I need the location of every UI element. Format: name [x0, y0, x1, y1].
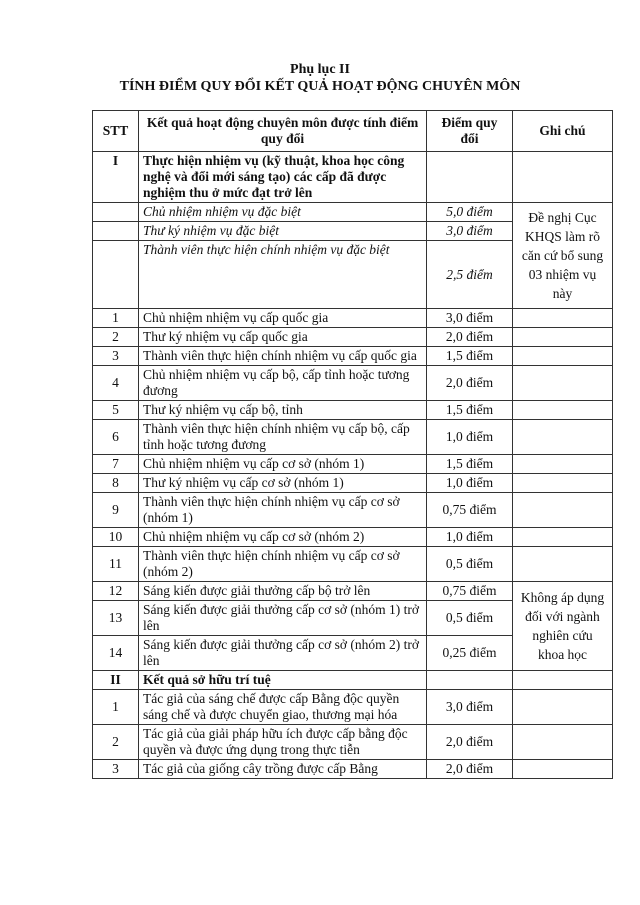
row-content: Tác giả của sáng chế được cấp Bằng độc quyền sáng chế và được chuyển giao, thương mại hóa — [139, 690, 427, 725]
table-row — [93, 401, 613, 420]
row-stt: 11 — [93, 547, 139, 582]
row-content: Thư ký nhiệm vụ cấp cơ sở (nhóm 1) — [139, 474, 427, 493]
table-header-row — [93, 111, 613, 152]
row-content: Thư ký nhiệm vụ cấp bộ, tỉnh — [139, 401, 427, 420]
row-points: 3,0 điểm — [427, 222, 513, 241]
row-stt: I — [93, 152, 139, 203]
table-row — [93, 366, 613, 401]
header-stt: STT — [93, 111, 139, 152]
row-note — [513, 690, 613, 725]
row-note — [513, 455, 613, 474]
table-row — [93, 725, 613, 760]
row-note — [513, 474, 613, 493]
table-row — [93, 347, 613, 366]
row-note — [513, 547, 613, 582]
table-row — [93, 760, 613, 779]
row-stt: 1 — [93, 690, 139, 725]
row-stt: 3 — [93, 760, 139, 779]
row-points: 0,75 điểm — [427, 493, 513, 528]
note-special-tasks: Đề nghị Cục KHQS làm rõ căn cứ bổ sung 03 nhiệm vụ này — [513, 203, 613, 309]
row-note — [513, 420, 613, 455]
row-stt — [93, 222, 139, 241]
row-content: Chủ nhiệm nhiệm vụ đặc biệt — [139, 203, 427, 222]
row-points: 5,0 điểm — [427, 203, 513, 222]
row-points: 1,0 điểm — [427, 420, 513, 455]
row-stt: 1 — [93, 309, 139, 328]
row-content: Tác giả của giải pháp hữu ích được cấp bằng độc quyền và được ứng dụng trong thực tiễn — [139, 725, 427, 760]
row-note — [513, 493, 613, 528]
row-content: Chủ nhiệm nhiệm vụ cấp cơ sở (nhóm 1) — [139, 455, 427, 474]
row-points: 1,5 điểm — [427, 455, 513, 474]
document-title: TÍNH ĐIỂM QUY ĐỔI KẾT QUẢ HOẠT ĐỘNG CHUYÊN MÔN — [119, 79, 521, 94]
table-row — [93, 528, 613, 547]
scoring-table — [92, 110, 613, 779]
header-content: Kết quả hoạt động chuyên môn được tính điểm quy đổi — [139, 111, 427, 152]
row-points: 3,0 điểm — [427, 309, 513, 328]
row-content: Chủ nhiệm nhiệm vụ cấp cơ sở (nhóm 2) — [139, 528, 427, 547]
row-note — [513, 401, 613, 420]
row-points: 2,0 điểm — [427, 760, 513, 779]
row-stt — [93, 203, 139, 222]
row-stt: 9 — [93, 493, 139, 528]
row-note — [513, 366, 613, 401]
row-stt: 2 — [93, 725, 139, 760]
row-content: Thư ký nhiệm vụ đặc biệt — [139, 222, 427, 241]
row-content: Thành viên thực hiện chính nhiệm vụ cấp cơ sở (nhóm 1) — [139, 493, 427, 528]
table-row — [93, 671, 613, 690]
row-points: 2,0 điểm — [427, 328, 513, 347]
row-note — [513, 671, 613, 690]
row-note — [513, 328, 613, 347]
table-row — [93, 420, 613, 455]
table-row — [93, 493, 613, 528]
row-points: 2,0 điểm — [427, 725, 513, 760]
row-stt: 4 — [93, 366, 139, 401]
row-stt: 14 — [93, 636, 139, 671]
appendix-label: Phụ lục II — [290, 62, 350, 77]
row-points — [427, 671, 513, 690]
table-row — [93, 328, 613, 347]
table-row — [93, 455, 613, 474]
row-content: Thành viên thực hiện chính nhiệm vụ cấp bộ, cấp tỉnh hoặc tương đương — [139, 420, 427, 455]
row-content: Sáng kiến được giải thưởng cấp bộ trở lên — [139, 582, 427, 601]
row-stt: 8 — [93, 474, 139, 493]
row-content: Sáng kiến được giải thưởng cấp cơ sở (nhóm 1) trở lên — [139, 601, 427, 636]
row-content: Tác giả của giống cây trồng được cấp Bằng — [139, 760, 427, 779]
row-points — [427, 152, 513, 203]
row-content: Chủ nhiệm nhiệm vụ cấp bộ, cấp tỉnh hoặc tương đương — [139, 366, 427, 401]
row-note — [513, 309, 613, 328]
row-points: 0,25 điểm — [427, 636, 513, 671]
row-points: 0,75 điểm — [427, 582, 513, 601]
row-stt — [93, 241, 139, 309]
table-row — [93, 152, 613, 203]
row-points: 2,0 điểm — [427, 366, 513, 401]
row-points: 3,0 điểm — [427, 690, 513, 725]
row-points: 1,5 điểm — [427, 347, 513, 366]
row-points: 1,0 điểm — [427, 528, 513, 547]
row-stt: 5 — [93, 401, 139, 420]
header-note: Ghi chú — [513, 111, 613, 152]
table-row — [93, 690, 613, 725]
row-content: Thực hiện nhiệm vụ (kỹ thuật, khoa học công nghệ và đổi mới sáng tạo) các cấp đã được nghiệm thu ở mức đạt trở lên — [139, 152, 427, 203]
row-content: Sáng kiến được giải thưởng cấp cơ sở (nhóm 2) trở lên — [139, 636, 427, 671]
row-stt: II — [93, 671, 139, 690]
row-stt: 2 — [93, 328, 139, 347]
header-points: Điểm quy đổi — [427, 111, 513, 152]
row-note — [513, 528, 613, 547]
table-row — [93, 309, 613, 328]
row-content: Thành viên thực hiện chính nhiệm vụ cấp cơ sở (nhóm 2) — [139, 547, 427, 582]
row-note — [513, 152, 613, 203]
table-row — [93, 474, 613, 493]
row-stt: 7 — [93, 455, 139, 474]
table-row — [93, 582, 613, 601]
row-points: 2,5 điểm — [427, 241, 513, 309]
row-points: 1,0 điểm — [427, 474, 513, 493]
row-content: Kết quả sở hữu trí tuệ — [139, 671, 427, 690]
row-note — [513, 725, 613, 760]
row-stt: 12 — [93, 582, 139, 601]
row-content: Thành viên thực hiện chính nhiệm vụ đặc biệt — [139, 241, 427, 309]
row-points: 0,5 điểm — [427, 547, 513, 582]
row-content: Thư ký nhiệm vụ cấp quốc gia — [139, 328, 427, 347]
row-note — [513, 347, 613, 366]
note-initiatives: Không áp dụng đối với ngành nghiên cứu khoa học — [513, 582, 613, 671]
row-points: 0,5 điểm — [427, 601, 513, 636]
table-row — [93, 203, 613, 222]
row-stt: 3 — [93, 347, 139, 366]
row-points: 1,5 điểm — [427, 401, 513, 420]
row-stt: 10 — [93, 528, 139, 547]
row-content: Chủ nhiệm nhiệm vụ cấp quốc gia — [139, 309, 427, 328]
row-content: Thành viên thực hiện chính nhiệm vụ cấp quốc gia — [139, 347, 427, 366]
row-note — [513, 760, 613, 779]
row-stt: 13 — [93, 601, 139, 636]
table-row — [93, 547, 613, 582]
row-stt: 6 — [93, 420, 139, 455]
